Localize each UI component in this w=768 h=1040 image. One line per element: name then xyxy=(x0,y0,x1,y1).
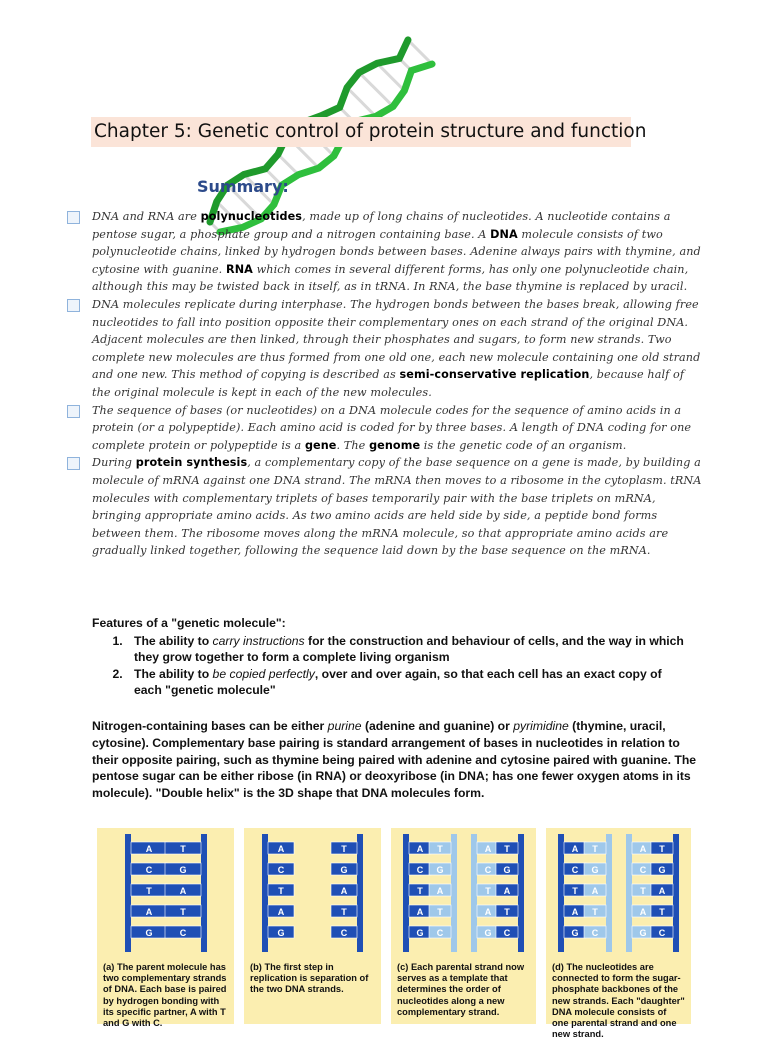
base-letter: C xyxy=(484,865,492,875)
base-letter: T xyxy=(146,886,152,896)
panel-c-caption: (c) Each parental strand now serves as a template that determines the order of nucleotides along a new complementary strand. xyxy=(397,962,525,1017)
text-run: During xyxy=(92,456,136,470)
left-strand-backbone xyxy=(262,834,268,952)
emphasis: carry instructions xyxy=(212,633,305,648)
right-strand-backbone xyxy=(518,834,524,952)
base-letter: A xyxy=(145,844,153,854)
text-run: DNA molecules replicate during interphase. The hydrogen bonds between the bases break, allowing free nucleotides to fall into position opposite their complementary ones on each strand of the original DNA. Adjacent molecules are then linked, through their phosphates and sugars, to form new strands. Two complete new molecules are thus formed from one old one, each new molecule containing one old strand and one new. This method of copying is described as xyxy=(92,297,701,382)
text-run: (thymine, uracil, cytosine). Complementary base pairing is standard arrangement of bases in nucleotides in relation to their opposite pairing, such as thymine being paired with adenine and cytosine paired with guanine. The pentose sugar can be either ribose (in RNA) or deoxyribose (in DNA; has one fewer oxygen atoms in its molecule). "Double helix" is the 3D shape that DNA molecules form. xyxy=(92,719,697,801)
base-letter: T xyxy=(341,907,347,917)
summary-item-text xyxy=(92,208,702,296)
base-letter: C xyxy=(591,928,599,938)
text-run: The ability to xyxy=(134,666,213,681)
base-letter: A xyxy=(484,907,492,917)
summary-item xyxy=(66,454,702,560)
panel-c-diagram xyxy=(391,828,536,958)
base-letter: A xyxy=(416,907,424,917)
base-letter: G xyxy=(416,928,424,938)
summary-list xyxy=(66,208,702,560)
panel-b-diagram xyxy=(244,828,381,958)
base-letter: C xyxy=(145,865,153,875)
base-letter: A xyxy=(571,844,579,854)
text-run: , because half of the original molecule is kept in each of the new molecules. xyxy=(92,368,685,399)
checkbox-bullet-icon xyxy=(67,405,80,418)
new-right-strand-backbone xyxy=(626,834,632,952)
replication-figure xyxy=(97,828,691,1040)
base-letter: C xyxy=(416,865,424,875)
helix-rung xyxy=(359,73,393,107)
base-letter: A xyxy=(639,907,647,917)
key-term: semi-conservative replication xyxy=(399,368,590,382)
emphasis: pyrimidine xyxy=(513,719,569,733)
checkbox-bullet-icon xyxy=(67,457,80,470)
base-letter: G xyxy=(179,865,187,875)
summary-item xyxy=(66,208,702,296)
figure-panel-c xyxy=(391,828,536,1024)
base-letter: A xyxy=(658,886,666,896)
text-run: DNA and RNA are xyxy=(92,210,201,223)
right-strand-backbone xyxy=(201,834,207,952)
panel-a-caption: (a) The parent molecule has two complementary strands of DNA. Each base is paired by hydrogen bonding with its specific partner, A with T and G with C. xyxy=(103,962,227,1029)
base-letter: A xyxy=(591,886,599,896)
base-letter: G xyxy=(571,928,579,938)
panel-d-caption: (d) The nucleotides are connected to form the sugar-phosphate backbones of the new strands. Each "daughter" DNA molecule consists of one parental strand and one new strand. xyxy=(552,962,685,1040)
helix-rung xyxy=(377,63,404,90)
panel-d-diagram xyxy=(546,828,691,958)
summary-item xyxy=(66,402,702,455)
base-letter: A xyxy=(571,907,579,917)
base-letter: A xyxy=(416,844,424,854)
key-term: DNA xyxy=(490,227,518,241)
key-term: polynucleotides xyxy=(200,210,303,223)
key-term: protein synthesis xyxy=(135,456,248,470)
chapter-title: Chapter 5: Genetic control of protein structure and function xyxy=(91,117,631,147)
text-run: (adenine and guanine) or xyxy=(361,719,514,733)
new-left-strand-backbone xyxy=(451,834,457,952)
text-run: , made up of long chains of nucleotides. A nucleotide contains a pentose sugar, a phosphate group and a nitrogen containing base. A xyxy=(92,210,671,241)
helix-rung xyxy=(347,88,376,117)
features-section xyxy=(92,615,692,699)
base-letter: G xyxy=(436,865,444,875)
base-letter: G xyxy=(145,928,153,938)
base-letter: G xyxy=(503,865,511,875)
helix-rung xyxy=(408,40,432,64)
base-letter: C xyxy=(436,928,444,938)
text-run: , over and over again, so that each cell has an exact copy of each "genetic molecule" xyxy=(134,666,662,698)
base-letter: A xyxy=(340,886,348,896)
base-letter: C xyxy=(277,865,285,875)
base-letter: T xyxy=(659,907,665,917)
base-letter: T xyxy=(417,886,423,896)
base-letter: G xyxy=(591,865,599,875)
summary-item-text xyxy=(92,296,702,402)
text-run: molecule consists of two polynucleotide chains, linked by hydrogen bonds between bases. Adenine always pairs with thymine, and cytosine with guanine. xyxy=(92,227,701,276)
base-letter: T xyxy=(180,907,186,917)
base-letter: A xyxy=(179,886,187,896)
base-letter: T xyxy=(485,886,491,896)
checkbox-bullet-icon xyxy=(67,211,80,224)
panel-b-caption: (b) The first step in replication is separation of the two DNA strands. xyxy=(250,962,369,995)
figure-panel-a xyxy=(97,828,234,1029)
text-run: . The xyxy=(336,438,370,452)
base-letter: C xyxy=(179,928,187,938)
key-term: gene xyxy=(304,438,337,452)
left-strand-backbone xyxy=(558,834,564,952)
base-letter: G xyxy=(277,928,285,938)
left-strand-backbone xyxy=(403,834,409,952)
new-left-strand-backbone xyxy=(606,834,612,952)
text-run: , a complementary copy of the base sequence on a gene is made, by building a molecule of mRNA against one DNA strand. The mRNA then moves to a ribosome in the cytoplasm. tRNA molecules with complementary triplets of bases temporarily pair with the base triplets on mRNA, bringing appropriate amino acids. As two amino acids are held side by side, a peptide bond forms between them. The ribosome moves along the mRNA molecule, so that appropriate amino acids are gradually linked together, following the sequence laid down by the base sequence on the mRNA. xyxy=(92,456,702,558)
right-strand-backbone xyxy=(357,834,363,952)
base-letter: T xyxy=(180,844,186,854)
base-letter: A xyxy=(503,886,511,896)
base-letter: C xyxy=(571,865,579,875)
base-letter: T xyxy=(504,907,510,917)
text-run: is the genetic code of an organism. xyxy=(420,438,627,452)
base-letter: T xyxy=(341,844,347,854)
emphasis: purine xyxy=(327,719,362,733)
base-letter: T xyxy=(504,844,510,854)
summary-heading: Summary: xyxy=(197,177,289,196)
base-letter: T xyxy=(592,844,598,854)
base-letter: G xyxy=(340,865,348,875)
checkbox-bullet-icon xyxy=(67,299,80,312)
text-run: The ability to xyxy=(134,633,213,648)
summary-item-text xyxy=(92,402,702,455)
emphasis: be copied perfectly xyxy=(212,666,315,681)
base-letter: T xyxy=(278,886,284,896)
base-letter: T xyxy=(640,886,646,896)
base-letter: A xyxy=(145,907,153,917)
text-run: The sequence of bases (or nucleotides) on a DNA molecule codes for the sequence of amino acids in a protein (or a polypeptide). Each amino acid is coded for by three bases. A length of DNA coding for one complete protein or polypeptide is a xyxy=(92,403,692,452)
bases-paragraph xyxy=(92,718,698,802)
text-run: for the construction and behaviour of cells, and the way in which they grow together to form a complete living organism xyxy=(134,633,684,665)
base-letter: A xyxy=(436,886,444,896)
key-term: genome xyxy=(369,438,421,452)
helix-rung xyxy=(278,154,298,174)
base-letter: T xyxy=(592,907,598,917)
features-heading: Features of a "genetic molecule": xyxy=(92,616,286,630)
new-right-strand-backbone xyxy=(471,834,477,952)
base-letter: T xyxy=(659,844,665,854)
base-letter: G xyxy=(658,865,666,875)
features-list xyxy=(92,633,692,699)
figure-panel-d xyxy=(546,828,691,1040)
feature-item xyxy=(126,666,692,699)
left-strand-backbone xyxy=(125,834,131,952)
base-letter: C xyxy=(503,928,511,938)
base-letter: G xyxy=(484,928,492,938)
right-strand-backbone xyxy=(673,834,679,952)
text-run: Nitrogen-containing bases can be either xyxy=(92,719,328,733)
base-letter: T xyxy=(572,886,578,896)
base-letter: C xyxy=(340,928,348,938)
panel-a-diagram xyxy=(97,828,234,958)
base-letter: C xyxy=(658,928,666,938)
base-letter: T xyxy=(437,844,443,854)
base-letter: A xyxy=(277,907,285,917)
key-term: RNA xyxy=(226,262,253,276)
base-letter: T xyxy=(437,907,443,917)
base-letter: C xyxy=(639,865,647,875)
summary-item-text xyxy=(92,454,702,560)
feature-item xyxy=(126,633,692,666)
base-letter: G xyxy=(639,928,647,938)
figure-panel-b xyxy=(244,828,381,1024)
base-letter: A xyxy=(639,844,647,854)
base-letter: A xyxy=(484,844,492,854)
text-run: which comes in several different forms, has only one polynucleotide chain, although this may be twisted back in itself, as in tRNA. In RNA, the base thymine is replaced by uracil. xyxy=(92,262,689,294)
base-letter: A xyxy=(277,844,285,854)
summary-item xyxy=(66,296,702,402)
